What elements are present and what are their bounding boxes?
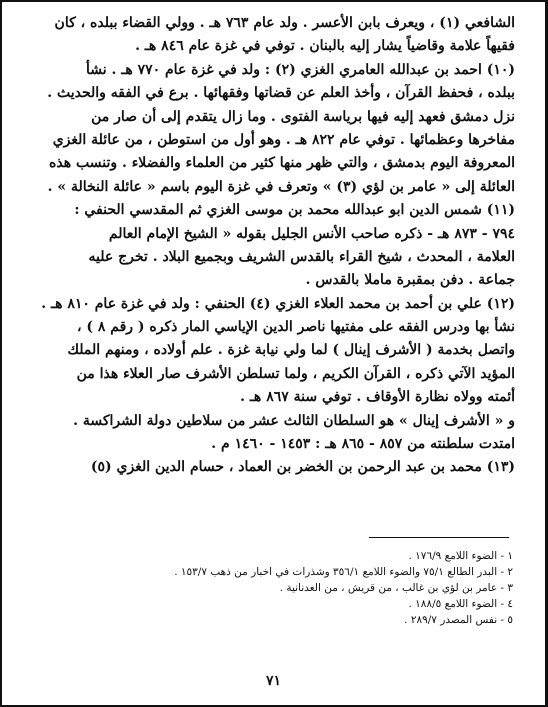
text-line: نزل دمشق فعهد إليه فيها برياسة الفتوى . وما زال يتقدم إلى أن صار من (91, 108, 515, 125)
text-line: (١٣) محمد بن عبد الرحمن بن الخضر بن العماد ، حسام الدين الغزي (٥) (90, 459, 515, 476)
text-line: أئمته وولاه نظارة الأوقاف . توفي سنة ٨٦٧ هـ . (240, 389, 515, 406)
footnote-item: ٢ - البدر الطالع ٧٥/١ والضوء اللامع ٣٥٦/١ وشذرات في اخبار من ذهب ١٥٣/٧ . (174, 566, 513, 578)
text-line: (١٢) علي بن أحمد بن محمد العلاء الغزي (٤) الحنفي : ولد في غزة عام ٨١٠ هـ . (41, 295, 515, 312)
footnote-item: ٤ - الضوء اللامع ١٨٨/٥ . (408, 598, 513, 610)
text-line: جماعة . دفن بمقبرة ماملا بالقدس . (305, 272, 515, 289)
text-line: امتدت سلطنته من ٨٥٧ - ٨٦٥ هـ : ١٤٥٣ - ١٤٦٠ م . (211, 436, 515, 453)
page-number: ٧١ (265, 673, 282, 689)
text-line: مفاخرها وعظمائها . توفي عام ٨٢٢ هـ . وهو أول من استوطن ، من عائلة الغزي (52, 131, 515, 148)
text-line: (١٠) احمد بن عبدالله العامري الغزي (٢) : ولد في غزة عام ٧٧٠ هـ . نشأ (85, 61, 515, 78)
text-line: العائلة إلى « عامر بن لؤي (٣) » وتعرف في غزة اليوم باسم « عائلة النخالة » . (47, 178, 515, 195)
text-line: (١١) شمس الدين ابو عبدالله محمد بن موسى الغزي ثم المقدسي الحنفي : (74, 202, 515, 219)
main-text (22, 12, 515, 480)
text-line: المعروفة اليوم بدمشق ، والتي ظهر منها كثير من العلماء والفضلاء . وتنسب هذه (49, 155, 515, 172)
footnote-item: ١ - الضوء اللامع ١٧٦/٩ . (408, 550, 513, 562)
text-line: العلامة ، المحدث ، شيخ القراء بالقدس الشريف وبجميع البلاد . تخرج عليه (88, 248, 515, 265)
footnote-item: ٥ - نفس المصدر ٢٨٩/٧ . (404, 614, 513, 626)
text-line: و « الأشرف إينال » هو السلطان الثالث عشر من سلاطين دولة الشراكسة . (73, 412, 515, 429)
text-line: فقيهاً علامة وقاضياً يشار إليه بالبنان . توفي في غزة عام ٨٤٦ هـ . (135, 38, 515, 55)
text-line: الشافعي (١) ، ويعرف بابن الأعسر . ولد عام ٧٦٣ هـ . وولي القضاء ببلده ، كان (54, 15, 515, 31)
text-line: المؤيد الآتي ذكره ، القرآن الكريم ، ولما تسلطن الأشرف صار العلاء هذا من (76, 365, 515, 382)
text-line: نشأ بها ودرس الفقه على مفتيها ناصر الدين الإياسي المار ذكره ( رقم ٨ ) ، (76, 319, 515, 336)
footnote-separator (369, 537, 509, 538)
text-line: واتصل بخدمة ( الأشرف إينال ) لما ولي نيابة غزة . علم أولاده ، ومنهم الملك (67, 342, 515, 359)
footnotes (62, 548, 513, 628)
footnote-item: ٣ - عامر بن لؤي بن غالب ، من قريش ، من العدنانية . (279, 582, 513, 594)
text-line: ٧٩٤ - ٨٧٣ هـ - ذكره صاحب الأنس الجليل بقوله « الشيخ الإمام العالم (108, 225, 515, 242)
text-line: ببلده ، فحفظ القرآن ، وأخذ العلم عن قضاتها وفقهائها . برع في الفقه والحديث . (47, 85, 515, 102)
